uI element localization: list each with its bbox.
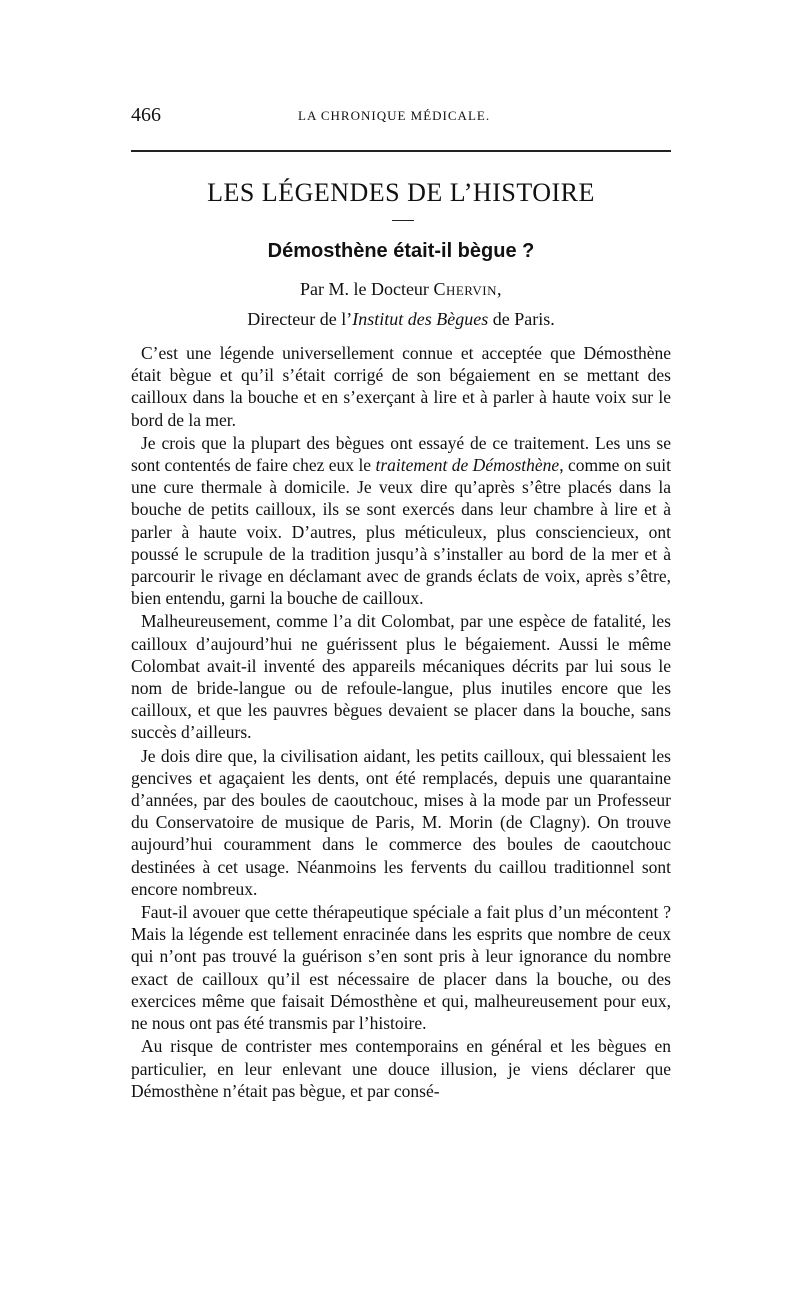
article-title: Démosthène était-il bègue ? xyxy=(267,240,535,262)
article-body xyxy=(131,342,671,1103)
affiliation xyxy=(131,309,671,330)
paragraph-4: Je dois dire que, la civilisation aidant, les petits cailloux, qui blessaient les gencives et agaçaient les dents, ont été remplacés, depuis une quarantaine d’années, par des boules de caoutchouc, mises à la mode par un Professeur du Conservatoire de musique de Paris, M. Morin (de Clagny). On trouve aujourd’hui couramment dans le commerce des boules de caoutchouc destinées à cet usage. Néanmoins les fervents du caillou traditionnel sont encore nombreux. xyxy=(131,745,671,899)
section-title: LES LÉGENDES DE L’HISTOIRE xyxy=(207,178,595,207)
paragraph-5: Faut-il avouer que cette thérapeutique spéciale a fait plus d’un mécontent ? Mais la légende est tellement enracinée dans les esprits que nombre de ceux qui n’ont pas trouvé la guérison s’en sont pris à leur ignorance du nombre exact de cailloux qu’il est nécessaire de placer dans la bouche, ou des exercices même que faisait Démosthène et qui, malheureusement pour eux, ne nous ont pas été transmis par l’histoire. xyxy=(131,902,671,1034)
paragraph-2-start: Je crois que la plupart des bègues ont essayé de ce traitement. Les uns se sont contentés de faire chez eux le xyxy=(131,432,671,476)
byline-author: Chervin, xyxy=(433,279,503,299)
paragraph-3: Malheureusement, comme l’a dit Colombat, par une espèce de fatalité, les cailloux d’aujourd’hui ne guérissent plus le bégaiement. Aussi le même Colombat avait-il inventé des appareils mécaniques décrits par lui sous le nom de bride-langue ou de refoule-langue, plus inutiles encore que les cailloux, et que les pauvres bègues devaient se placer dans la bouche, sans succès d’ailleurs. xyxy=(131,611,671,743)
paragraph-2-end: , comme on suit une cure thermale à domicile. Je veux dire qu’après s’être placés dans la bouche de petits cailloux, ils se sont exercés dans leur chambre à lire et à parler à haute voix. D’autres, plus méticuleux, plus consciencieux, ont poussé le scrupule de la tradition jusqu’à s’installer au bord de la mer et à parcourir le rivage en déclamant avec de grands éclats de voix, après s’être, bien entendu, garni la bouche de cailloux. xyxy=(131,455,672,609)
paragraph-1: C’est une légende universellement connue et acceptée que Démosthène était bègue et qu’il s’était corrigé de son bégaiement en se mettant des cailloux dans la bouche et en s’exerçant à lire et à parler à haute voix sur le bord de la mer. xyxy=(131,343,671,430)
byline-prefix: Par M. le Docteur xyxy=(299,279,434,299)
header-rule xyxy=(131,150,671,152)
separator-text xyxy=(394,206,408,222)
affiliation-prefix: Directeur de l’ xyxy=(247,309,353,329)
affiliation-institute: Institut des Bègues xyxy=(352,309,489,329)
paragraph-2 xyxy=(131,432,671,610)
byline xyxy=(131,279,671,300)
page-header xyxy=(131,104,671,134)
running-head: LA CHRONIQUE MÉDICALE. xyxy=(298,108,491,123)
paragraph-6: Au risque de contrister mes contemporains en général et les bègues en particulier, en leur enlevant une douce illusion, je viens déclarer que Démosthène n’était pas bègue, et par consé- xyxy=(131,1036,671,1101)
affiliation-suffix: de Paris. xyxy=(488,309,555,329)
paragraph-2-italic: traitement de Démosthène xyxy=(375,455,560,476)
page-number: 466 xyxy=(131,104,161,126)
